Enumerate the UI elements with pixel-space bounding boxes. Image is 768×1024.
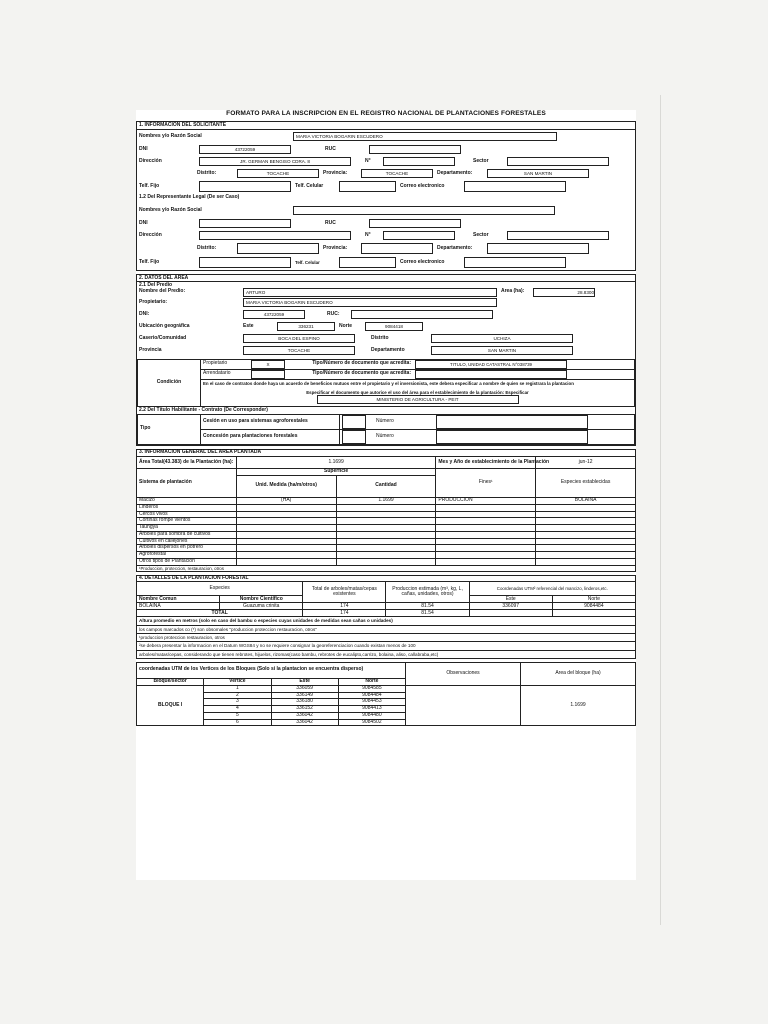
s4-coord-label: Coordenadas UTM² referencial del mancizo, linderos,etc. bbox=[469, 582, 635, 596]
vertex-norte[interactable]: 9084453 bbox=[338, 699, 405, 706]
vertices-area-value[interactable]: 1.1699 bbox=[521, 685, 636, 726]
s3-sistema-row: Cultivos en callejones bbox=[137, 538, 237, 545]
s2-predio-row bbox=[137, 288, 635, 297]
s4-produccion-label: Produccion estimada (m³, kg, L, cañas, unidades, otros) bbox=[386, 582, 469, 603]
s4-note-1: Altura promedio en metros (solo en caso del bambu o especies cuyas unidades de medidas sean cañas o unidades) bbox=[137, 617, 636, 625]
vertices-vertice-label: Vertice bbox=[204, 678, 271, 685]
s12-telf-row bbox=[137, 256, 635, 270]
s1-dni-label: DNI bbox=[139, 145, 148, 152]
vertex-number: 3 bbox=[204, 699, 271, 706]
s2-condicion-label: Condición bbox=[138, 359, 201, 406]
s12-ruc-label: RUC bbox=[325, 219, 336, 226]
s12-correo-field[interactable] bbox=[464, 257, 566, 268]
vertices-norte-label: Norte bbox=[338, 678, 405, 685]
s4-comun-label: Nombre Comun bbox=[137, 596, 220, 603]
s12-dni-label: DNI bbox=[139, 219, 148, 226]
s2-dni-field[interactable]: 43722059 bbox=[243, 310, 305, 319]
s2-contrato-note: En el caso de contratos donde haya un acuerdo de beneficios mutuos entre el propietario y el inversionista, este debera especificar a nombre de quien se registrara la plantacion bbox=[201, 379, 635, 388]
vertices-bloque-label: Bloque/sector bbox=[137, 678, 204, 685]
s1-sector-label: Sector bbox=[473, 157, 489, 164]
s22-cesion-label: Cesión en uso para sistemas agroforestales bbox=[201, 415, 340, 430]
s22-numero-field-1[interactable] bbox=[436, 415, 588, 429]
s2-departamento-field[interactable]: SAN MARTIN bbox=[431, 346, 573, 355]
s22-numero-field-2[interactable] bbox=[436, 430, 588, 444]
s1-telf-field[interactable] bbox=[199, 181, 291, 192]
s2-dni-row bbox=[137, 309, 635, 321]
s2-tipo-doc-field[interactable]: TITULO, UNIDAD CATASTRAL N°038739 bbox=[415, 360, 567, 369]
section-detalles-table bbox=[136, 575, 636, 659]
section-area-plantada-table bbox=[136, 449, 636, 572]
scan-page-edge bbox=[660, 95, 661, 925]
s4-note-5: arboles/matas/cepas, considerando que tienen rebrotes, hijuelos, rizomas(caso bambu, rebrotes de eucalipto,carrizo, bolaina, aliso, callabraba,etc) bbox=[137, 650, 636, 658]
s2-prop-checkbox[interactable]: X bbox=[251, 360, 285, 369]
s12-nombres-row bbox=[137, 204, 635, 218]
s2-dni-label: DNI: bbox=[139, 310, 150, 317]
s4-row-norte[interactable]: 9084484 bbox=[552, 603, 635, 610]
s2-ubicacion-row bbox=[137, 321, 635, 333]
s22-tipo-label: Tipo bbox=[138, 415, 201, 445]
s2-caserio-row bbox=[137, 333, 635, 345]
s2-area-field[interactable]: 28.8300 bbox=[533, 288, 595, 297]
s3-sistema-label: Sistema de plantación bbox=[137, 469, 237, 498]
s1-provincia-label: Provincia: bbox=[323, 169, 348, 176]
section-2-2-header: 2.2 Del Título Habilitante - Contrato (De Corresponder) bbox=[137, 407, 635, 415]
vertices-area-label: Area del bloque (ha) bbox=[521, 662, 636, 685]
vertex-number: 4 bbox=[204, 706, 271, 713]
s12-header: 1.2 Del Representante Legal (De ser Caso) bbox=[139, 193, 240, 200]
s1-departamento-field[interactable]: SAN MARTIN bbox=[487, 169, 589, 178]
s12-telf-field[interactable] bbox=[199, 257, 291, 268]
s22-cesion-checkbox[interactable] bbox=[342, 415, 366, 429]
s2-norte-label: Norte bbox=[339, 322, 353, 329]
s3-fines-label: Fines¹ bbox=[436, 469, 536, 498]
vertices-observ-label: Observaciones bbox=[406, 662, 521, 685]
s2-ruc-label: RUC: bbox=[327, 310, 340, 317]
s1-distrito-label: Distrito: bbox=[197, 169, 217, 176]
s3-area-total-value[interactable]: 1.1699 bbox=[236, 457, 436, 469]
section-1-header: 1. INFORMACION DEL SOLICITANTE bbox=[137, 122, 635, 130]
s2-predio-field[interactable]: ARTURO bbox=[243, 288, 497, 297]
s1-distrito-row bbox=[137, 168, 635, 180]
s12-dni-field[interactable] bbox=[199, 219, 291, 228]
vertex-number: 2 bbox=[204, 692, 271, 699]
s12-nombres-label: Nombres y/o Razón Social bbox=[139, 206, 202, 213]
s3-sistema-row: Árboles dispersos en potrero bbox=[137, 545, 237, 552]
s3-especies-label: Especies establecidas bbox=[536, 469, 636, 498]
s3-row1-unid[interactable]: (HA) bbox=[236, 497, 336, 504]
s1-dni-field[interactable]: 43722059 bbox=[199, 145, 291, 154]
s2-este-field[interactable]: 336231 bbox=[277, 322, 335, 331]
s3-sistema-row: Árboles para sombra de cultivos bbox=[137, 531, 237, 538]
s4-norte-label: Norte bbox=[552, 596, 635, 603]
s1-correo-field[interactable] bbox=[464, 181, 566, 192]
s22-numero-label-2: Número bbox=[374, 430, 434, 445]
s2-especificar-note: Especificar el documento que autorice el uso del área para el establecimiento de la plantación: Especificar bbox=[306, 389, 529, 395]
vertex-norte[interactable]: 9084480 bbox=[338, 712, 405, 719]
s2-tipo-doc-label: Tipo/Número de documento que acredita: bbox=[293, 359, 413, 369]
s2-provincia-row bbox=[137, 345, 635, 357]
s4-row-comun[interactable]: BOLAINA bbox=[137, 603, 220, 610]
s3-area-total-label: Área Total(43.383) de la Plantación (ha): bbox=[137, 457, 237, 469]
s12-direccion-label: Dirección bbox=[139, 231, 162, 238]
section-3-header: 3. INFORMACION GENERAL DEL AREA PLANTADA bbox=[137, 450, 636, 457]
s2-distrito-label: Distrito bbox=[371, 334, 389, 341]
s12-distrito-field[interactable] bbox=[237, 243, 319, 254]
s2-propietario-row bbox=[137, 297, 635, 309]
s1-telf-label: Telf. Fijo bbox=[139, 182, 160, 189]
s2-tipo-doc-field-2[interactable] bbox=[415, 370, 567, 379]
s3-sistema-macizo: Macizo bbox=[137, 497, 237, 504]
vertex-norte[interactable]: 9084585 bbox=[338, 685, 405, 692]
s2-propietario-label: Propietario: bbox=[139, 298, 168, 305]
s12-n-label: N° bbox=[365, 231, 371, 238]
s4-total-label: Total de arboles/matas/cepas existentes bbox=[303, 582, 386, 603]
s3-row1-cantidad[interactable]: 1.1699 bbox=[336, 497, 436, 504]
s12-sector-label: Sector bbox=[473, 231, 489, 238]
s12-departamento-label: Departamento: bbox=[437, 244, 473, 251]
s2-provincia-field[interactable]: TOCACHE bbox=[243, 346, 355, 355]
vertex-este[interactable]: 336152 bbox=[271, 706, 338, 713]
s12-distrito-row bbox=[137, 242, 635, 256]
section-solicitante bbox=[136, 121, 636, 271]
s2-caserio-field[interactable]: BOCA DEL ESPINO bbox=[243, 334, 355, 343]
s22-concesion-label: Concesión para plantaciones forestales bbox=[201, 430, 340, 445]
s2-arrend-checkbox[interactable] bbox=[251, 370, 285, 379]
s2-prop-label: Propietario bbox=[201, 359, 250, 369]
s22-concesion-checkbox[interactable] bbox=[342, 430, 366, 444]
s3-footnote: ¹Produccion, proteccion, restauracion, otros bbox=[137, 565, 636, 571]
vertex-este[interactable]: 336042 bbox=[271, 719, 338, 726]
s12-dni-row bbox=[137, 218, 635, 230]
s12-celular-label: Telf. Celular bbox=[295, 260, 320, 266]
vertex-norte[interactable]: 9084484 bbox=[338, 692, 405, 699]
s3-cantidad-label: Cantidad bbox=[336, 475, 436, 497]
s2-distrito-field[interactable]: UCHIZA bbox=[431, 334, 573, 343]
s2-area-label: Area (ha): bbox=[501, 288, 525, 295]
vertex-number: 6 bbox=[204, 719, 271, 726]
s12-nombres-field[interactable] bbox=[293, 206, 555, 215]
s4-total-row-total: 174 bbox=[303, 610, 386, 617]
vertex-este[interactable]: 336149 bbox=[271, 692, 338, 699]
s1-celular-field[interactable] bbox=[339, 181, 396, 192]
vertices-observ-field[interactable] bbox=[406, 685, 521, 726]
s1-direccion-row bbox=[137, 156, 635, 168]
s4-row-total[interactable]: 174 bbox=[303, 603, 386, 610]
s1-celular-label: Telf. Celular bbox=[295, 182, 324, 189]
s4-note-2: los campos marcados co (*) son obsomales "produccion proteccion restauracion, otros" bbox=[137, 625, 636, 633]
s1-sector-field[interactable] bbox=[507, 157, 609, 166]
vertex-este[interactable]: 336059 bbox=[271, 685, 338, 692]
s3-row1-especie[interactable]: BOLAINA bbox=[536, 497, 636, 504]
s3-sistema-row: Otros tipos de Plantación bbox=[137, 558, 237, 565]
s4-total-row-produccion: 81.54 bbox=[386, 610, 469, 617]
s2-ubic-label: Ubicación geográfica bbox=[139, 322, 190, 329]
s2-este-label: Este bbox=[243, 322, 254, 329]
s4-row-produccion[interactable]: 81.54 bbox=[386, 603, 469, 610]
s2-caserio-label: Caserio/Comunidad bbox=[139, 334, 187, 341]
s4-total-row-label: TOTAL bbox=[137, 610, 303, 617]
s1-provincia-field[interactable]: TOCACHE bbox=[361, 169, 433, 178]
vertices-table bbox=[136, 662, 636, 727]
s4-row-cientifico[interactable]: Guazuma crinita bbox=[220, 603, 303, 610]
s1-correo-label: Correo electronico bbox=[400, 182, 445, 189]
s2-norte-field[interactable]: 9084418 bbox=[365, 322, 423, 331]
s2-arrend-label: Arrendatario bbox=[201, 369, 250, 379]
section-2-1-header: 2.1 Del Predio bbox=[139, 281, 173, 288]
s1-distrito-field[interactable]: TOCACHE bbox=[237, 169, 319, 178]
vertex-este[interactable]: 336042 bbox=[271, 712, 338, 719]
vertex-norte[interactable]: 9084502 bbox=[338, 719, 405, 726]
s3-mes-label: Mes y Año de establecimiento de la Plantación bbox=[436, 457, 536, 469]
registration-form-sheet bbox=[136, 110, 636, 880]
s1-departamento-label: Departamento: bbox=[437, 169, 473, 176]
s3-sistema-row: Agroforestal bbox=[137, 552, 237, 559]
s4-note-4: ²se debera presentar la informacion en el Datum WGS84 y no se requiere consignar la georeferenciacion cuando existan menos de 100 bbox=[137, 642, 636, 650]
s3-sistema-row: Linderos bbox=[137, 504, 237, 511]
s3-mes-value[interactable]: jun-12 bbox=[536, 457, 636, 469]
s4-row-este[interactable]: 336097 bbox=[469, 603, 552, 610]
vertices-bloque-name: BLOQUE I bbox=[137, 685, 204, 726]
s3-superficie-label: Superficie bbox=[236, 469, 436, 476]
s3-row1-fines[interactable]: PRODUCCION bbox=[436, 497, 536, 504]
s3-sistema-row: Cercos vivos bbox=[137, 511, 237, 518]
s4-cientifico-label: Nombre Científico bbox=[220, 596, 303, 603]
s2-provincia-label: Provincia bbox=[139, 346, 162, 353]
s12-sector-field[interactable] bbox=[507, 231, 609, 240]
vertex-number: 1 bbox=[204, 685, 271, 692]
s12-provincia-label: Provincia: bbox=[323, 244, 348, 251]
section-4-header: 4. DETALLES DE LA PLANTACION FORESTAL bbox=[137, 575, 636, 582]
s12-provincia-field[interactable] bbox=[361, 243, 433, 254]
s12-telf-label: Telf. Fijo bbox=[139, 258, 160, 265]
s12-ruc-field[interactable] bbox=[369, 219, 461, 228]
s12-n-field[interactable] bbox=[383, 231, 455, 240]
s2-especificar-field[interactable]: MINISTERIO DE AGRICULTURA - PEIT bbox=[317, 395, 519, 404]
section-datos-area bbox=[136, 274, 636, 447]
s2-ruc-field[interactable] bbox=[351, 310, 493, 319]
s1-dni-row bbox=[137, 144, 635, 156]
s4-note-3: ¹produccion proteccion restauracion, otros bbox=[137, 633, 636, 641]
vertices-header: coordenadas UTM de los Vertices de los Bloques (Solo si la plantacion se encuentra disperso) bbox=[137, 662, 406, 678]
s12-departamento-field[interactable] bbox=[487, 243, 589, 254]
s1-n-label: N° bbox=[365, 157, 371, 164]
form-title: FORMATO PARA LA INSCRIPCION EN EL REGISTRO NACIONAL DE PLANTACIONES FORESTALES bbox=[226, 110, 546, 117]
s12-correo-label: Correo electronico bbox=[400, 258, 445, 265]
s1-nombres-label: Nombres y/o Razón Social bbox=[139, 132, 202, 139]
s2-departamento-label: Departamento bbox=[371, 346, 405, 353]
s4-especies-label: Especies bbox=[137, 582, 303, 596]
s2-condicion-table bbox=[137, 359, 635, 407]
s2-tipo-doc-label-2: Tipo/Número de documento que acredita: bbox=[293, 369, 413, 379]
s1-nombres-field[interactable]: MARIA VICTORIA BOGARIN ESCUDERO bbox=[293, 132, 557, 141]
s3-sistema-row: Cortinas rompe vientos bbox=[137, 518, 237, 525]
s1-nombres-row bbox=[137, 130, 635, 144]
s2-predio-label: Nombre del Predio: bbox=[139, 288, 186, 295]
s12-direccion-row bbox=[137, 230, 635, 242]
s2-propietario-field[interactable]: MARIA VICTORIA BOGARIN ESCUDERO bbox=[243, 298, 497, 307]
s12-direccion-field[interactable] bbox=[199, 231, 351, 240]
s1-ruc-label: RUC bbox=[325, 145, 336, 152]
s1-ruc-field[interactable] bbox=[369, 145, 461, 154]
s1-direccion-label: Dirección bbox=[139, 157, 162, 164]
vertex-norte[interactable]: 9084413 bbox=[338, 706, 405, 713]
s3-unid-label: Unid. Medida (ha/m/otros) bbox=[236, 475, 336, 497]
s1-telf-row bbox=[137, 180, 635, 194]
s22-tipo-table bbox=[137, 415, 635, 446]
vertex-este[interactable]: 336180 bbox=[271, 699, 338, 706]
vertices-este-label: Este bbox=[271, 678, 338, 685]
s22-numero-label-1: Número bbox=[374, 415, 434, 430]
s3-sistema-row: Taungya bbox=[137, 525, 237, 532]
s1-direccion-field[interactable]: JR. GERMAN BENGISO CDRA. 8 bbox=[199, 157, 351, 166]
vertex-number: 5 bbox=[204, 712, 271, 719]
section-2-header: 2. DATOS DEL AREA bbox=[137, 275, 635, 282]
s4-este-label: Este bbox=[469, 596, 552, 603]
s12-distrito-label: Distrito: bbox=[197, 244, 217, 251]
s12-celular-field[interactable] bbox=[339, 257, 396, 268]
s1-n-field[interactable] bbox=[383, 157, 455, 166]
